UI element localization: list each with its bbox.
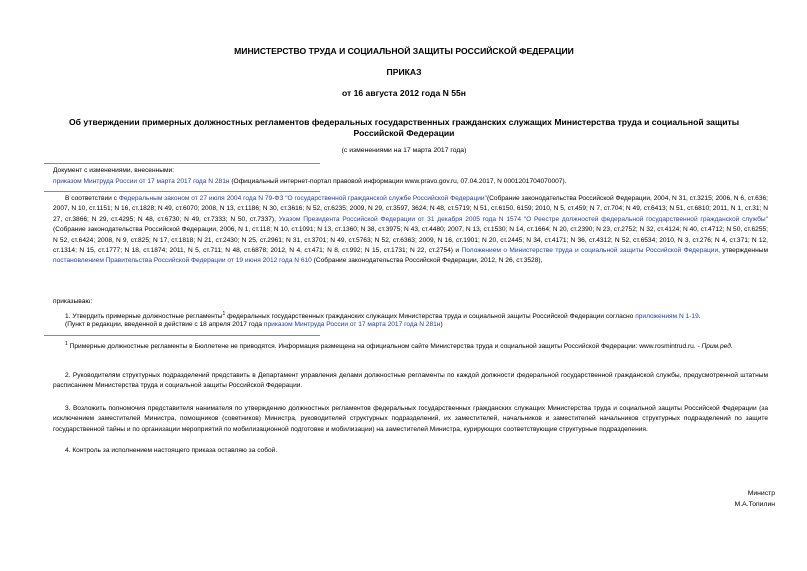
preamble-text: (Собрание законодательства Российской Федерации, 2012, N 26, ст.3528), xyxy=(311,257,543,265)
item-1-note-text: (Пункт в редакции, введенной в действие с 18 апреля 2017 года xyxy=(65,321,264,328)
footnote-text: Примерные должностные регламенты в Бюллетене не приводятся. Информация размещена на официальном сайте Министерства труда и социальной защиты Российской Федерации: www.rosmintrud.ru. - xyxy=(67,343,702,351)
doc-type: ПРИКАЗ xyxy=(386,67,422,77)
order-word: приказываю: xyxy=(53,298,93,305)
item-3: 3. Возложить полномочия представителя нанимателя по утверждению должностных регламентов федеральных государственных гражданских служащих Министерства труда и социальной защиты Российской Федерации (за исключением заместителей Министра, помощников (советников) Министра, руководителей структурных подразделений, их заместителей, начальников и заместителей начальников структурных подразделений по защите государственной тайны и по организации мероприятий по мобилизационной подготовке и мобилизации) на заместителей Министра, курирующих соответствующие структурные подразделения. xyxy=(53,405,768,433)
divider-footnote xyxy=(44,335,320,336)
item-1-text: . xyxy=(698,313,701,321)
appendices-link[interactable]: приложениям N 1-19 xyxy=(635,313,699,321)
footnote-marker[interactable]: 1 xyxy=(222,311,226,317)
federal-law-link[interactable]: Федеральным законом от 27 июля 2004 года N 79-ФЗ "О государственной гражданской службе Российской Федерации" xyxy=(118,195,487,202)
preamble-text: (Собрание законодательства Российской Федерации, 2006, N 1, ст.118; N 10, ст.1091; N 13, ст.1360; N 38, ст.3975; N 43, ст.4480; 2007, N 13, ст.1530; N 14, ст.1664; N 20, ст.2390; N 23, ст.2752; N 32, ст.4124; N 40, ст.4712; N 50, ст.6255; N 52, ст.6424; 2008, N 9, ст.825; N 17, ст.1818; N 21, ст.2430; N 25, ст.2961; N 31, ст.3701; N 49, ст.5763; N 52, ст.6363; 2009, N 16, ст.1901; N 20, ст.2445; N 34, ст.4171; N 36, ст.4312; N 52, ст.6534; 2010, N 3, ст.276; N 4, ст.371; N 12, ст.1314; N 15, ст.1777; N 18, ст.1874; 2011, N 5, ст.711; N 48, ст.6878; 2012, N 4, ст.471; N 8, ст.992; N 15, ст.1731; N 22, ст.2754) и xyxy=(53,226,768,255)
president-decree-link[interactable]: Указом Президента Российской Федерации от 31 декабря 2005 года N 1574 "О Реестре должностей федеральной государственной гражданской службы" xyxy=(278,215,768,223)
doc-date-number: от 16 августа 2012 года N 55н xyxy=(341,88,466,98)
divider-top xyxy=(44,163,320,164)
changes-intro: Документ с изменениями, внесенными: xyxy=(53,167,175,174)
footnote-editor-note: Прим.ред. xyxy=(701,343,733,351)
item-1-note-text: ) xyxy=(440,321,443,328)
amendment-link[interactable]: приказом Минтруда России от 17 марта 2017 года N 281н xyxy=(263,321,441,328)
ministry-regulation-link[interactable]: Положением о Министерстве труда и социальной защиты Российской Федерации xyxy=(461,247,719,255)
edition-note: (с изменениями на 17 марта 2017 года) xyxy=(341,147,467,154)
item-1-text: 1. Утвердить примерные должностные регламенты xyxy=(65,313,223,321)
government-resolution-link[interactable]: постановлением Правительства Российской Федерации от 19 июня 2012 года N 610 xyxy=(53,257,312,265)
item-4: 4. Контроль за исполнением настоящего приказа оставляю за собой. xyxy=(65,447,278,454)
changes-line xyxy=(53,177,768,187)
signature-position: Министр xyxy=(747,490,775,497)
preamble-text: , утвержденным xyxy=(718,247,768,255)
item-1-note xyxy=(53,320,768,330)
divider-changes xyxy=(44,191,320,192)
preamble xyxy=(53,194,768,267)
signature-name: М.А.Топилин xyxy=(734,501,775,508)
item-1-text: федеральных государственных гражданских служащих Министерства труда и социальной защиты Российской Федерации согласно xyxy=(225,313,636,321)
document-title: Об утверждении примерных должностных регламентов федеральных государственных гражданских служащих Министерства труда и социальной защиты Российской Федерации xyxy=(68,117,740,138)
footnote xyxy=(53,339,768,353)
preamble-text: В соответствии с xyxy=(65,195,119,202)
changes-source: (Официальный интернет-портал правовой информации www.pravo.gov.ru, 07.04.2017, N 0001201704070007). xyxy=(229,178,567,185)
footnote-number: 1 xyxy=(65,341,68,347)
ministry-name: МИНИСТЕРСТВО ТРУДА И СОЦИАЛЬНОЙ ЗАЩИТЫ РОССИЙСКОЙ ФЕДЕРАЦИИ xyxy=(234,46,574,56)
changes-link[interactable]: приказом Минтруда России от 17 марта 2017 года N 281н xyxy=(53,178,230,185)
preamble-text: (Собрание законодательства Российской Федерации, 2004, N 31, ст.3215; 2006, N 6, ст.636; 2007, N 10, ст.1151; N 16, ст.1828; N 49, ст.6070; 2008, N 13, ст.1186; N 30, ст.3616; N 52, ст.6235; 2009, N 29, ст.3597, 3624; N 48, ст.5719; N 51, ст.6150, 6159; 2010, N 5, ст.459; N 7, ст.704; N 49, ст.6413; N 51, ст.6810; 2011, N 1, ст.31; N 27, ст.3866; N 29, ст.4295; N 48, ст.6730; N 49, ст.7333; N 50, ст.7337), xyxy=(53,195,768,223)
item-2: 2. Руководителям структурных подразделений представить в Департамент управления делами должностные регламенты по каждой должности федеральной государственной гражданской службы, предусмотренной штатным расписанием Министерства труда и социальной защиты Российской Федерации. xyxy=(53,372,768,390)
